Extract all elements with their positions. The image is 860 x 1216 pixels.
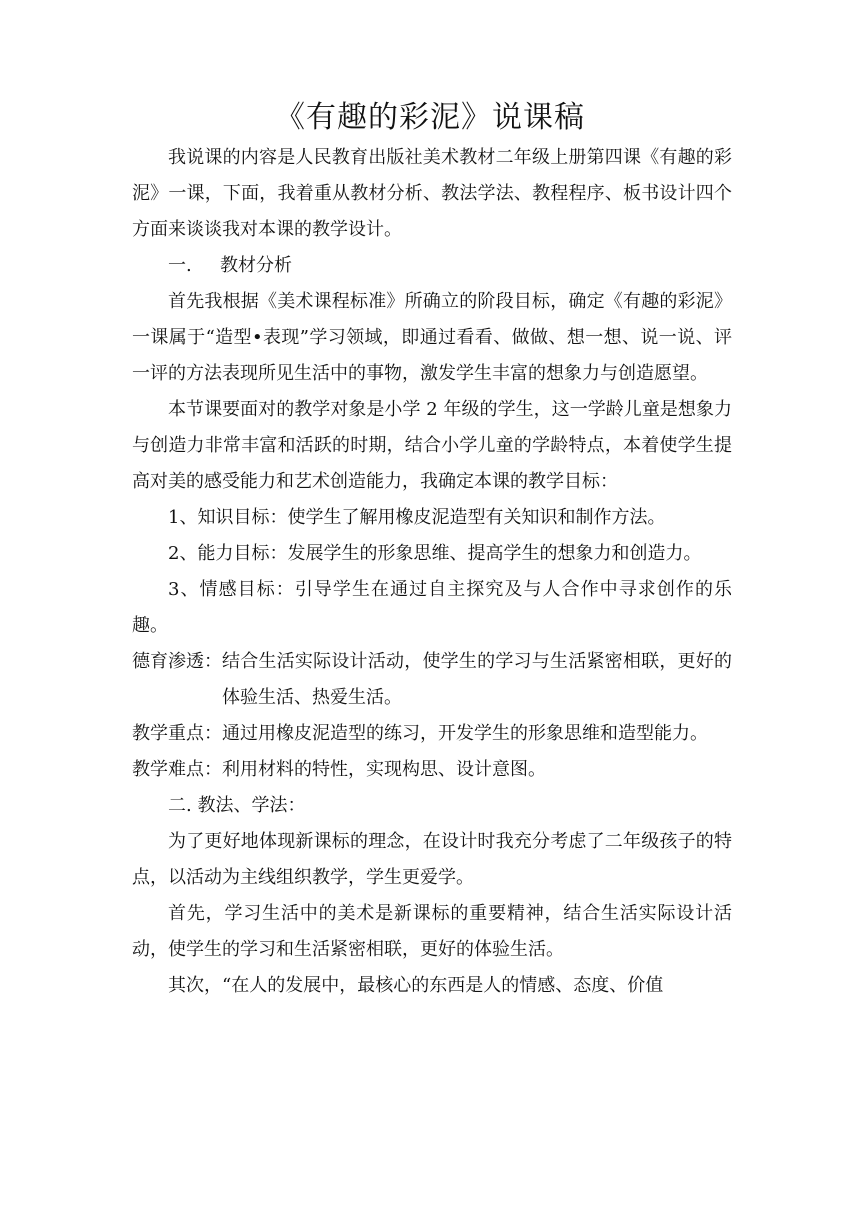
moral-text: 结合生活实际设计活动，使学生的学习与生活紧密相联，更好的体验生活、热爱生活。: [222, 651, 732, 708]
section-title-1: 教材分析: [220, 255, 292, 276]
section-heading-2: 二. 教法、学法：: [168, 795, 306, 816]
goal-emotion: 3、情感目标：引导学生在通过自主探究及与人合作中寻求创作的乐趣。: [132, 579, 732, 636]
difficulty-label: 教学难点：: [132, 759, 222, 780]
moral-education: [132, 644, 732, 716]
intro-paragraph: 我说课的内容是人民教育出版社美术教材二年级上册第四课《有趣的彩泥》一课，下面，我着重从教材分析、教法学法、教程程序、板书设计四个方面来谈谈我对本课的教学设计。: [132, 147, 732, 240]
focus-text: 通过用橡皮泥造型的练习，开发学生的形象思维和造型能力。: [222, 723, 708, 744]
paragraph-second: 其次，“在人的发展中，最核心的东西是人的情感、态度、价值: [168, 975, 664, 996]
paragraph-students: 本节课要面对的教学对象是小学 2 年级的学生，这一学龄儿童是想象力与创造力非常丰富和活跃的时期，结合小学儿童的学龄特点，本着使学生提高对美的感受能力和艺术创造能力，我确定本课的教学目标：: [132, 399, 732, 492]
document-title: 《有趣的彩泥》说课稿: [275, 100, 585, 135]
paragraph-first: 首先，学习生活中的美术是新课标的重要精神，结合生活实际设计活动，使学生的学习和生活紧密相联，更好的体验生活。: [132, 903, 732, 960]
focus-label: 教学重点：: [132, 723, 222, 744]
document-body: [132, 140, 732, 1004]
teaching-difficulty: [132, 752, 732, 788]
difficulty-text: 利用材料的特性，实现构思、设计意图。: [222, 759, 546, 780]
moral-label: 德育渗透：: [132, 651, 222, 672]
goal-ability: 2、能力目标：发展学生的形象思维、提高学生的想象力和创造力。: [168, 543, 702, 564]
paragraph-methods: 为了更好地体现新课标的理念，在设计时我充分考虑了二年级孩子的特点，以活动为主线组织教学，学生更爱学。: [132, 831, 732, 888]
teaching-focus: [132, 716, 732, 752]
section-heading-1: [132, 248, 732, 284]
section-number-1: 一.: [168, 255, 192, 276]
paragraph-curriculum: 首先我根据《美术课程标准》所确立的阶段目标，确定《有趣的彩泥》一课属于“造型•表现”学习领域，即通过看看、做做、想一想、说一说、评一评的方法表现所见生活中的事物，激发学生丰富的想象力与创造愿望。: [132, 291, 732, 384]
goal-knowledge: 1、知识目标：使学生了解用橡皮泥造型有关知识和制作方法。: [168, 507, 666, 528]
